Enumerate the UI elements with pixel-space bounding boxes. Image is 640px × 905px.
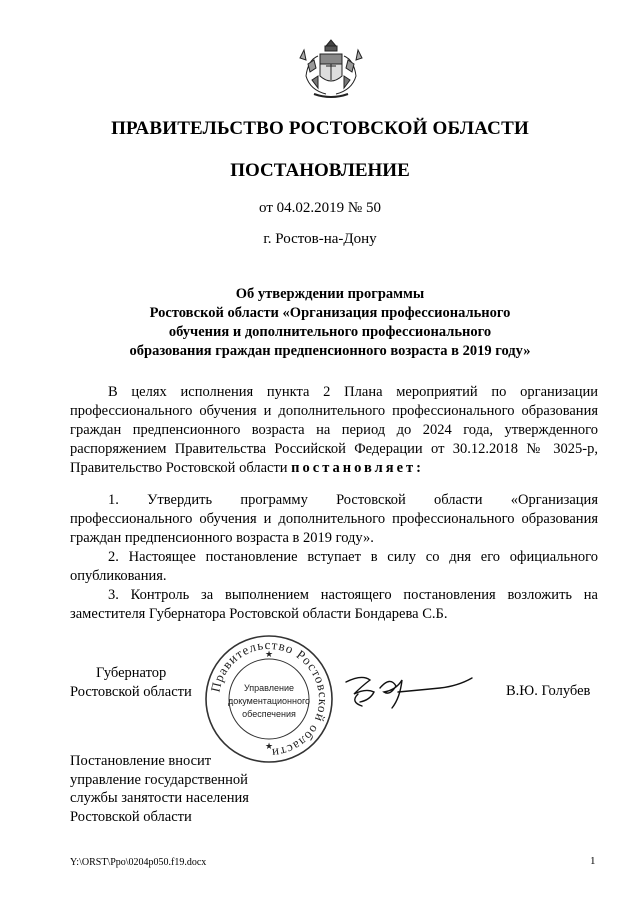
document-subject (80, 285, 580, 361)
file-path: Y:\ORST\Ppo\0204p050.f19.docx (70, 857, 207, 868)
note-line: управление государственной (70, 771, 248, 788)
resolution-items (70, 491, 598, 624)
coat-of-arms-icon (296, 36, 366, 102)
subject-line: Об утверждении программы (235, 286, 425, 302)
subject-line: Ростовской области «Организация профессионального (149, 305, 511, 321)
note-line: Постановление вносит (70, 753, 212, 769)
stamp-ring-text: Правительство Ростовской области (207, 636, 332, 762)
organization-title: ПРАВИТЕЛЬСТВО РОСТОВСКОЙ ОБЛАСТИ (111, 118, 529, 139)
submitted-by-note (70, 752, 310, 826)
handwritten-signature (340, 668, 480, 714)
note-line: службы занятости населения (70, 790, 249, 806)
preamble-text: В целях исполнения пункта 2 Плана мероприятий по организации профессионального обучения и дополнительного профессионального образования граждан предпенсионного возраста на период до 2024 года, утвержденного распоряжением Правительства Российской Федерации от 30.12.2018 № 3025-р, Правительство Ростовской области (70, 384, 598, 476)
resolution-item: 1. Утвердить программу Ростовской области «Организация профессионального обучения и дополнительного профессионального образования граждан предпенсионного возраста в 2019 году». (70, 492, 598, 546)
document-date-number: от 04.02.2019 № 50 (259, 200, 381, 216)
signatory-title (70, 664, 210, 702)
decree-word: постановляет: (291, 460, 425, 476)
stamp-center-line: Управление (243, 683, 295, 693)
svg-text:★: ★ (264, 649, 274, 659)
stamp-center-line: документационного (227, 696, 311, 706)
document-city: г. Ростов-на-Дону (263, 231, 377, 247)
note-line: Ростовской области (70, 808, 192, 825)
subject-line: образования граждан предпенсионного возраста в 2019 году» (129, 343, 531, 359)
signatory-title-line: Ростовской области (70, 684, 192, 700)
resolution-item: 2. Настоящее постановление вступает в силу со дня его официального опубликования. (70, 549, 598, 584)
preamble (70, 383, 598, 478)
document-type: ПОСТАНОВЛЕНИЕ (230, 160, 410, 181)
page-number: 1 (590, 855, 596, 867)
subject-line: обучения и дополнительного профессионального (168, 324, 492, 340)
signatory-title-line: Губернатор (96, 665, 167, 681)
svg-text:★: ★ (264, 741, 274, 751)
stamp-center-line: обеспечения (242, 709, 296, 719)
signatory-name: В.Ю. Голубев (506, 683, 591, 699)
resolution-item: 3. Контроль за выполнением настоящего постановления возложить на заместителя Губернатора Ростовской области Бондарева С.Б. (70, 587, 598, 622)
official-stamp (203, 633, 335, 765)
